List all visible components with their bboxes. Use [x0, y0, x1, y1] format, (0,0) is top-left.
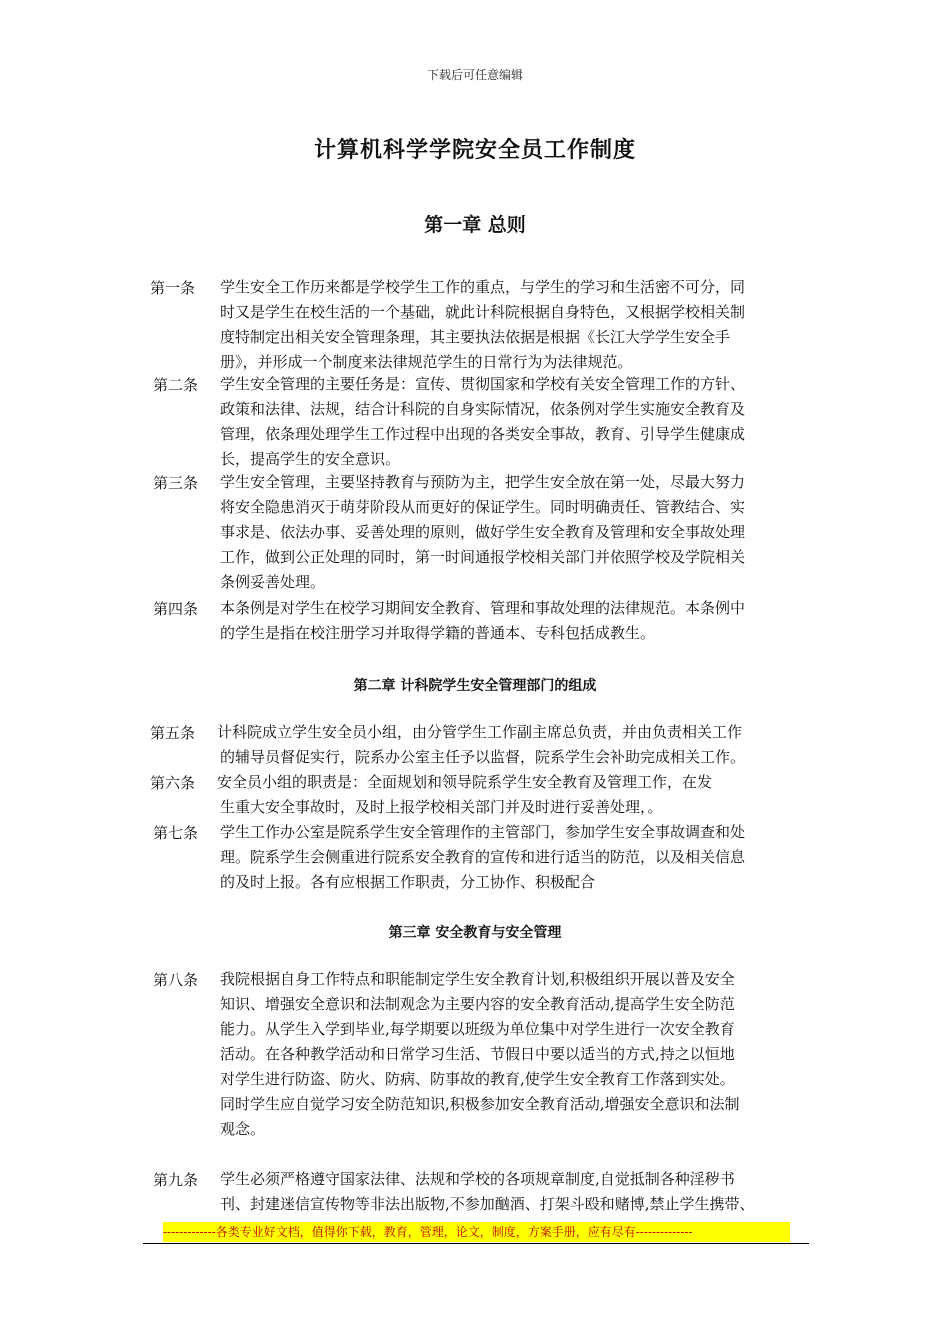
article-line: 册》，并形成一个制度来法律规范学生的日常行为为法律规范。: [220, 353, 633, 371]
article-line: 的及时上报。各有应根据工作职责，分工协作、积极配合: [220, 873, 596, 891]
article-line: 我院根据自身工作特点和职能制定学生安全教育计划,积极组织开展以普及安全: [220, 970, 735, 988]
article-number: 第八条: [153, 971, 199, 989]
article-line: 长，提高学生的安全意识。: [220, 450, 401, 468]
article-line: 事求是、依法办事、妥善处理的原则，做好学生安全教育及管理和安全事故处理: [220, 523, 746, 541]
article-number: 第一条: [150, 279, 196, 297]
article-line: 管理，依条理处理学生工作过程中出现的各类安全事故，教育、引导学生健康成: [220, 425, 746, 443]
article-line: 生重大安全事故时，及时上报学校相关部门并及时进行妥善处理，。: [220, 798, 663, 816]
article-number: 第六条: [150, 774, 196, 792]
document-title: 计算机科学学院安全员工作制度: [313, 138, 636, 163]
article-line: 学生安全工作历来都是学校学生工作的重点，与学生的学习和生活密不可分，同: [220, 278, 746, 296]
article-line: 活动。在各种教学活动和日常学习生活、节假日中要以适当的方式,持之以恒地: [220, 1045, 735, 1063]
article-number: 第五条: [150, 724, 196, 742]
article-number: 第四条: [153, 600, 199, 618]
article-line: 的辅导员督促实行，院系办公室主任予以监督，院系学生会补助完成相关工作。: [220, 748, 746, 766]
chapter-2-title: 第二章 计科院学生安全管理部门的组成: [353, 678, 597, 694]
article-line: 同时学生应自觉学习安全防范知识,积极参加安全教育活动,增强安全意识和法制: [220, 1095, 740, 1113]
article-line: 工作，做到公正处理的同时，第一时间通报学校相关部门并依照学校及学院相关: [220, 548, 746, 566]
article-line: 将安全隐患消灭于萌芽阶段从而更好的保证学生。同时明确责任、管教结合、实: [220, 498, 746, 516]
article-line: 学生工作办公室是院系学生安全管理作的主管部门，参加学生安全事故调查和处: [220, 823, 746, 841]
footer-rule: [143, 1243, 809, 1244]
article-line: 理。院系学生会侧重进行院系安全教育的宣传和进行适当的防范，以及相关信息: [220, 848, 746, 866]
article-line: 学生安全管理的主要任务是：宣传、贯彻国家和学校有关安全管理工作的方针、: [220, 375, 746, 393]
article-line: 知识、增强安全意识和法制观念为主要内容的安全教育活动,提高学生安全防范: [220, 995, 735, 1013]
article-line: 政策和法律、法规，结合计科院的自身实际情况，依条例对学生实施安全教育及: [220, 400, 746, 418]
article-line: 学生必须严格遵守国家法律、法规和学校的各项规章制度,自觉抵制各种淫秽书: [220, 1170, 735, 1188]
article-line: 度特制定出相关安全管理条理，其主要执法依据是根据《长江大学学生安全手: [220, 328, 731, 346]
article-line: 能力。从学生入学到毕业,每学期要以班级为单位集中对学生进行一次安全教育: [220, 1020, 735, 1038]
article-line: 对学生进行防盗、防火、防病、防事故的教育,使学生安全教育工作落到实处。: [220, 1070, 735, 1088]
article-line: 观念。: [220, 1120, 266, 1138]
article-number: 第二条: [153, 376, 199, 394]
chapter-1-title: 第一章 总则: [424, 214, 526, 236]
article-number: 第七条: [153, 824, 199, 842]
article-number: 第九条: [153, 1171, 199, 1189]
header-note: 下载后可任意编辑: [426, 68, 523, 82]
article-line: 安全员小组的职责是：全面规划和领导院系学生安全教育及管理工作，在发: [217, 773, 713, 791]
article-line: 本条例是对学生在校学习期间安全教育、管理和事故处理的法律规范。本条例中: [220, 599, 746, 617]
article-number: 第三条: [153, 474, 199, 492]
article-line: 的学生是指在校注册学习并取得学籍的普通本、专科包括成教生。: [220, 624, 656, 642]
article-line: 刊、封建迷信宣传物等非法出版物,不参加酗酒、打架斗殴和赌博,禁止学生携带、: [220, 1195, 755, 1213]
article-line: 学生安全管理，主要坚持教育与预防为主，把学生安全放在第一处，尽最大努力: [220, 473, 746, 491]
article-line: 条例妥善处理。: [220, 573, 326, 591]
chapter-3-title: 第三章 安全教育与安全管理: [388, 925, 562, 941]
footer-banner: -------------各类专业好文档，值得你下载，教育，管理，论文，制度，方案手册，应有尽有--------------: [163, 1222, 790, 1242]
article-line: 时又是学生在校生活的一个基础，就此计科院根据自身特色，又根据学校相关制: [220, 303, 746, 321]
article-line: 计科院成立学生安全员小组，由分管学生工作副主席总负责，并由负责相关工作: [217, 723, 743, 741]
